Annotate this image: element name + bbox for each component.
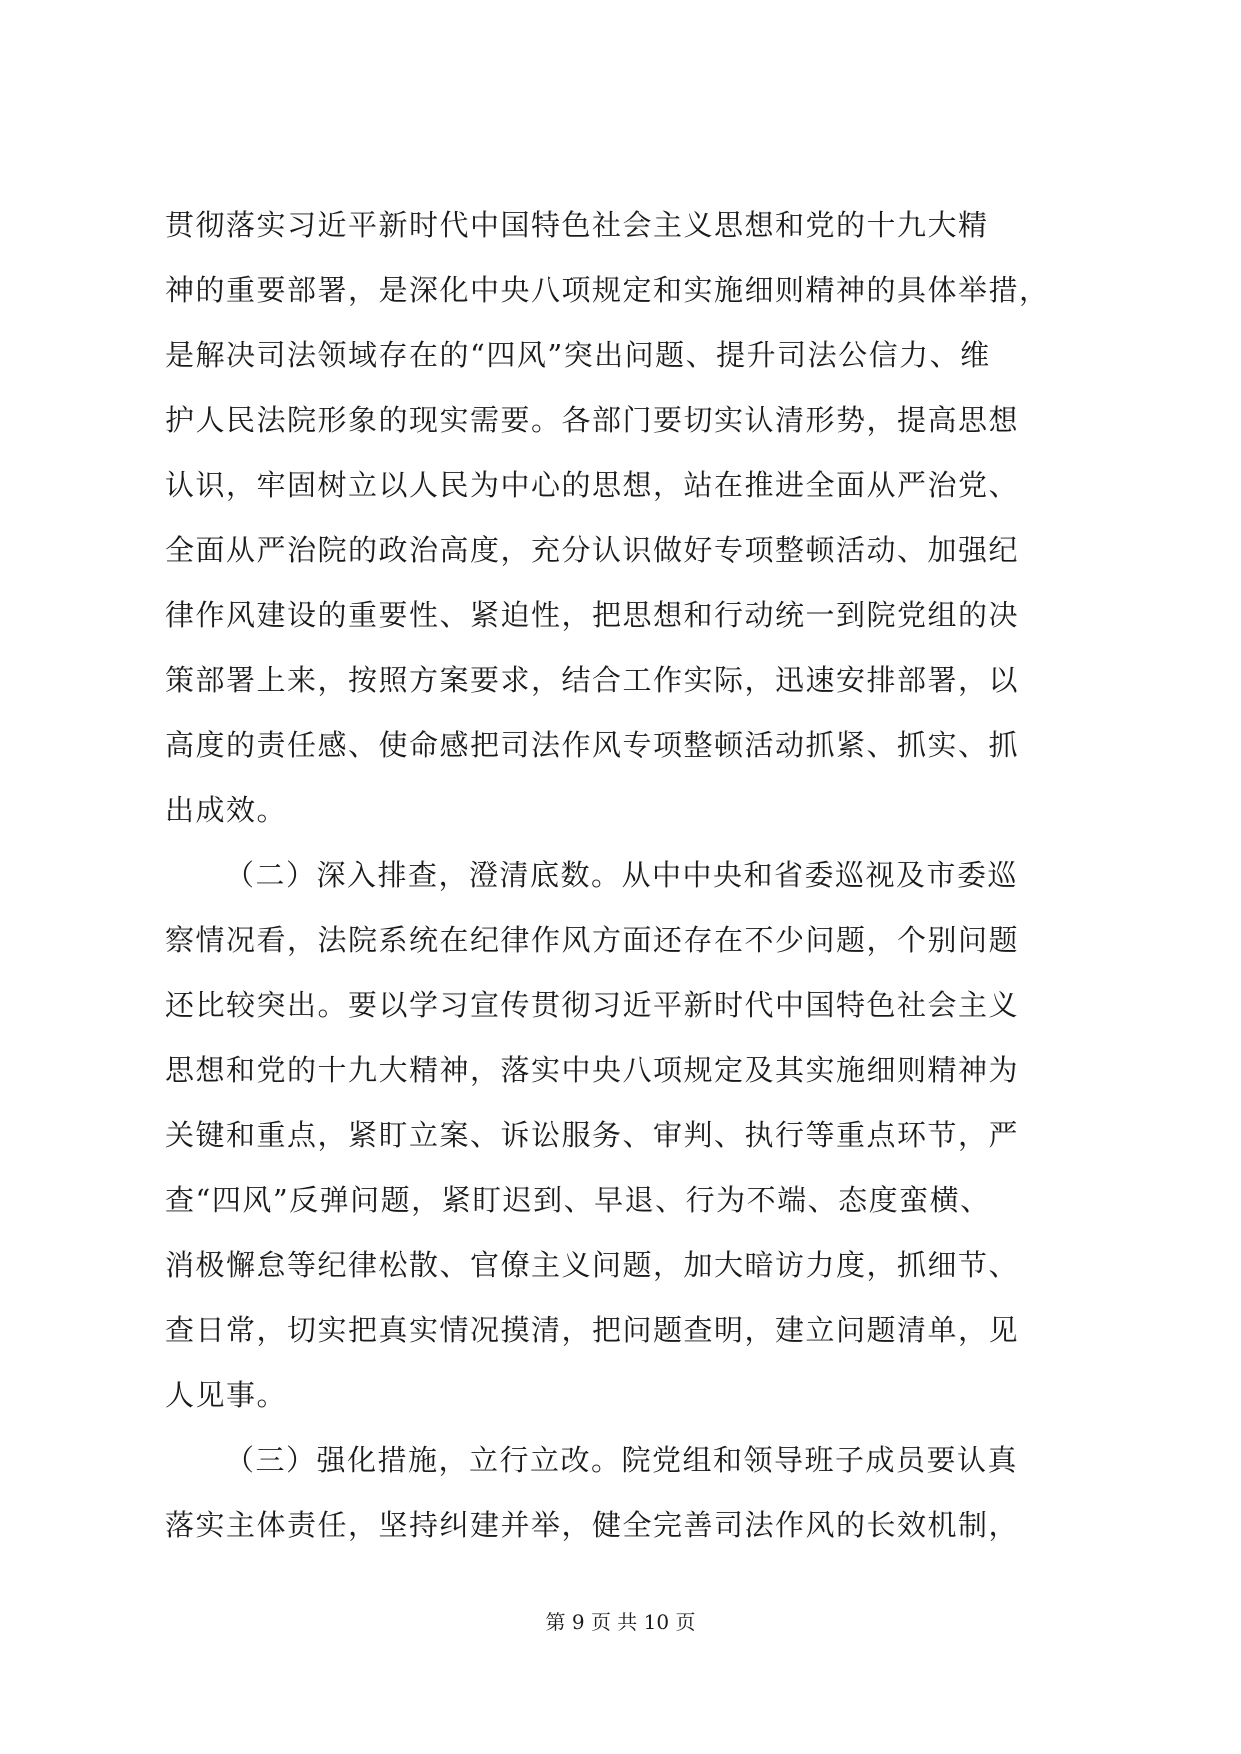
paragraph-line: 策部署上来，按照方案要求，结合工作实际，迅速安排部署，以 <box>165 663 1020 697</box>
paragraph-line: 落实主体责任，坚持纠建并举，健全完善司法作风的长效机制， <box>165 1508 1020 1542</box>
paragraph-line: 神的重要部署，是深化中央八项规定和实施细则精神的具体举措， <box>165 273 1050 307</box>
paragraph-line: 思想和党的十九大精神，落实中央八项规定及其实施细则精神为 <box>165 1053 1020 1087</box>
paragraph-line: 全面从严治院的政治高度，充分认识做好专项整顿活动、加强纪 <box>165 533 1020 567</box>
paragraph-line: 察情况看，法院系统在纪律作风方面还存在不少问题，个别问题 <box>165 923 1020 957</box>
paragraph-line: 查“四风”反弹问题，紧盯迟到、早退、行为不端、态度蛮横、 <box>165 1183 991 1217</box>
paragraph-line: 人见事。 <box>165 1378 288 1412</box>
paragraph-line: 还比较突出。要以学习宣传贯彻习近平新时代中国特色社会主义 <box>165 988 1020 1022</box>
paragraph-line: 护人民法院形象的现实需要。各部门要切实认清形势，提高思想 <box>165 403 1020 437</box>
paragraph-line: 查日常，切实把真实情况摸清，把问题查明，建立问题清单，见 <box>165 1313 1020 1347</box>
paragraph-line: 贯彻落实习近平新时代中国特色社会主义思想和党的十九大精 <box>165 208 989 242</box>
paragraph-line: 是解决司法领域存在的“四风”突出问题、提升司法公信力、维 <box>165 338 991 372</box>
page-number-footer: 第 9 页 共 10 页 <box>545 1610 696 1634</box>
paragraph-line: 高度的责任感、使命感把司法作风专项整顿活动抓紧、抓实、抓 <box>165 728 1020 762</box>
paragraph-line: 认识，牢固树立以人民为中心的思想，站在推进全面从严治党、 <box>165 468 1020 502</box>
paragraph-line: 消极懈怠等纪律松散、官僚主义问题，加大暗访力度，抓细节、 <box>165 1248 1020 1282</box>
paragraph-line: 关键和重点，紧盯立案、诉讼服务、审判、执行等重点环节，严 <box>165 1118 1020 1152</box>
paragraph-line: 律作风建设的重要性、紧迫性，把思想和行动统一到院党组的决 <box>165 598 1020 632</box>
paragraph-line: （三）强化措施，立行立改。院党组和领导班子成员要认真 <box>225 1443 1019 1477</box>
paragraph-line: 出成效。 <box>165 793 288 827</box>
paragraph-line: （二）深入排查，澄清底数。从中中央和省委巡视及市委巡 <box>225 858 1019 892</box>
